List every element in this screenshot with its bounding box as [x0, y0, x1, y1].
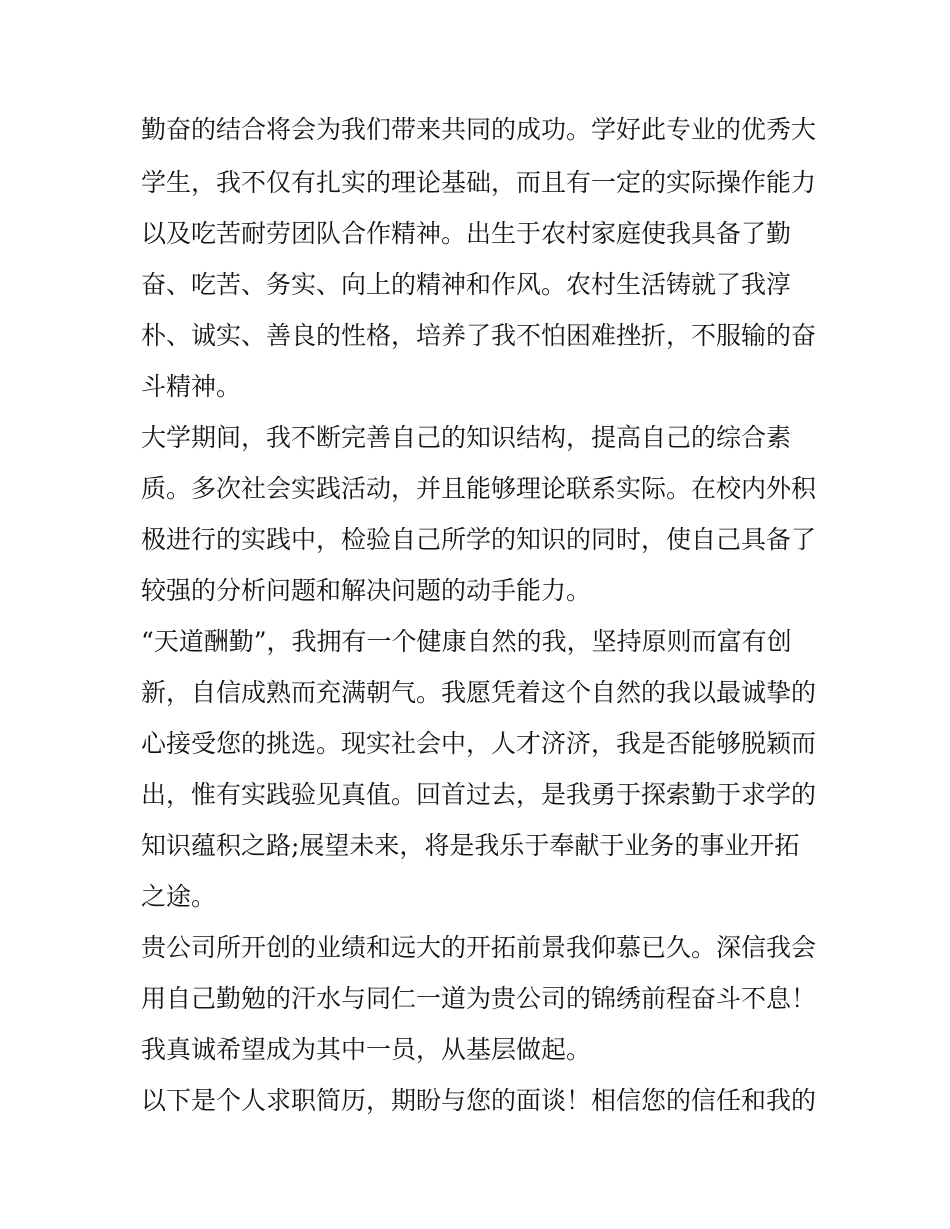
text-line: 用自己勤勉的汗水与同仁一道为贵公司的锦绣前程奋斗不息！ — [141, 984, 817, 1013]
text-line: 极进行的实践中，检验自己所学的知识的同时，使自己具备了 — [141, 525, 817, 554]
text-line: 较强的分析问题和解决问题的动手能力。 — [141, 576, 592, 605]
text-line: 大学期间，我不断完善自己的知识结构，提高自己的综合素 — [141, 423, 792, 452]
text-line: 知识蕴积之路;展望未来，将是我乐于奉献于业务的事业开拓 — [141, 831, 800, 860]
text-line: 以下是个人求职简历，期盼与您的面谈！相信您的信任和我的 — [141, 1086, 817, 1115]
text-line: 奋、吃苦、务实、向上的精神和作风。农村生活铸就了我淳 — [141, 270, 792, 299]
text-line: 之途。 — [141, 882, 217, 911]
text-line: 心接受您的挑选。现实社会中，人才济济，我是否能够脱颖而 — [141, 729, 817, 758]
text-line: 以及吃苦耐劳团队合作精神。出生于农村家庭使我具备了勤 — [141, 219, 792, 248]
text-line: 斗精神。 — [141, 372, 242, 401]
text-line: 学生，我不仅有扎实的理论基础，而且有一定的实际操作能力 — [141, 168, 817, 197]
text-line: 新，自信成熟而充满朝气。我愿凭着这个自然的我以最诚挚的 — [141, 678, 817, 707]
text-line: 朴、诚实、善良的性格，培养了我不怕困难挫折，不服输的奋 — [141, 321, 817, 350]
text-line: 质。多次社会实践活动，并且能够理论联系实际。在校内外积 — [141, 474, 817, 503]
text-line: 出，惟有实践验见真值。回首过去，是我勇于探索勤于求学的 — [141, 780, 817, 809]
text-line: 我真诚希望成为其中一员，从基层做起。 — [141, 1035, 592, 1064]
text-line: 贵公司所开创的业绩和远大的开拓前景我仰慕已久。深信我会 — [141, 933, 817, 962]
text-line: “天道酬勤”，我拥有一个健康自然的我，坚持原则而富有创 — [141, 627, 792, 656]
text-line: 勤奋的结合将会为我们带来共同的成功。学好此专业的优秀大 — [141, 115, 817, 144]
